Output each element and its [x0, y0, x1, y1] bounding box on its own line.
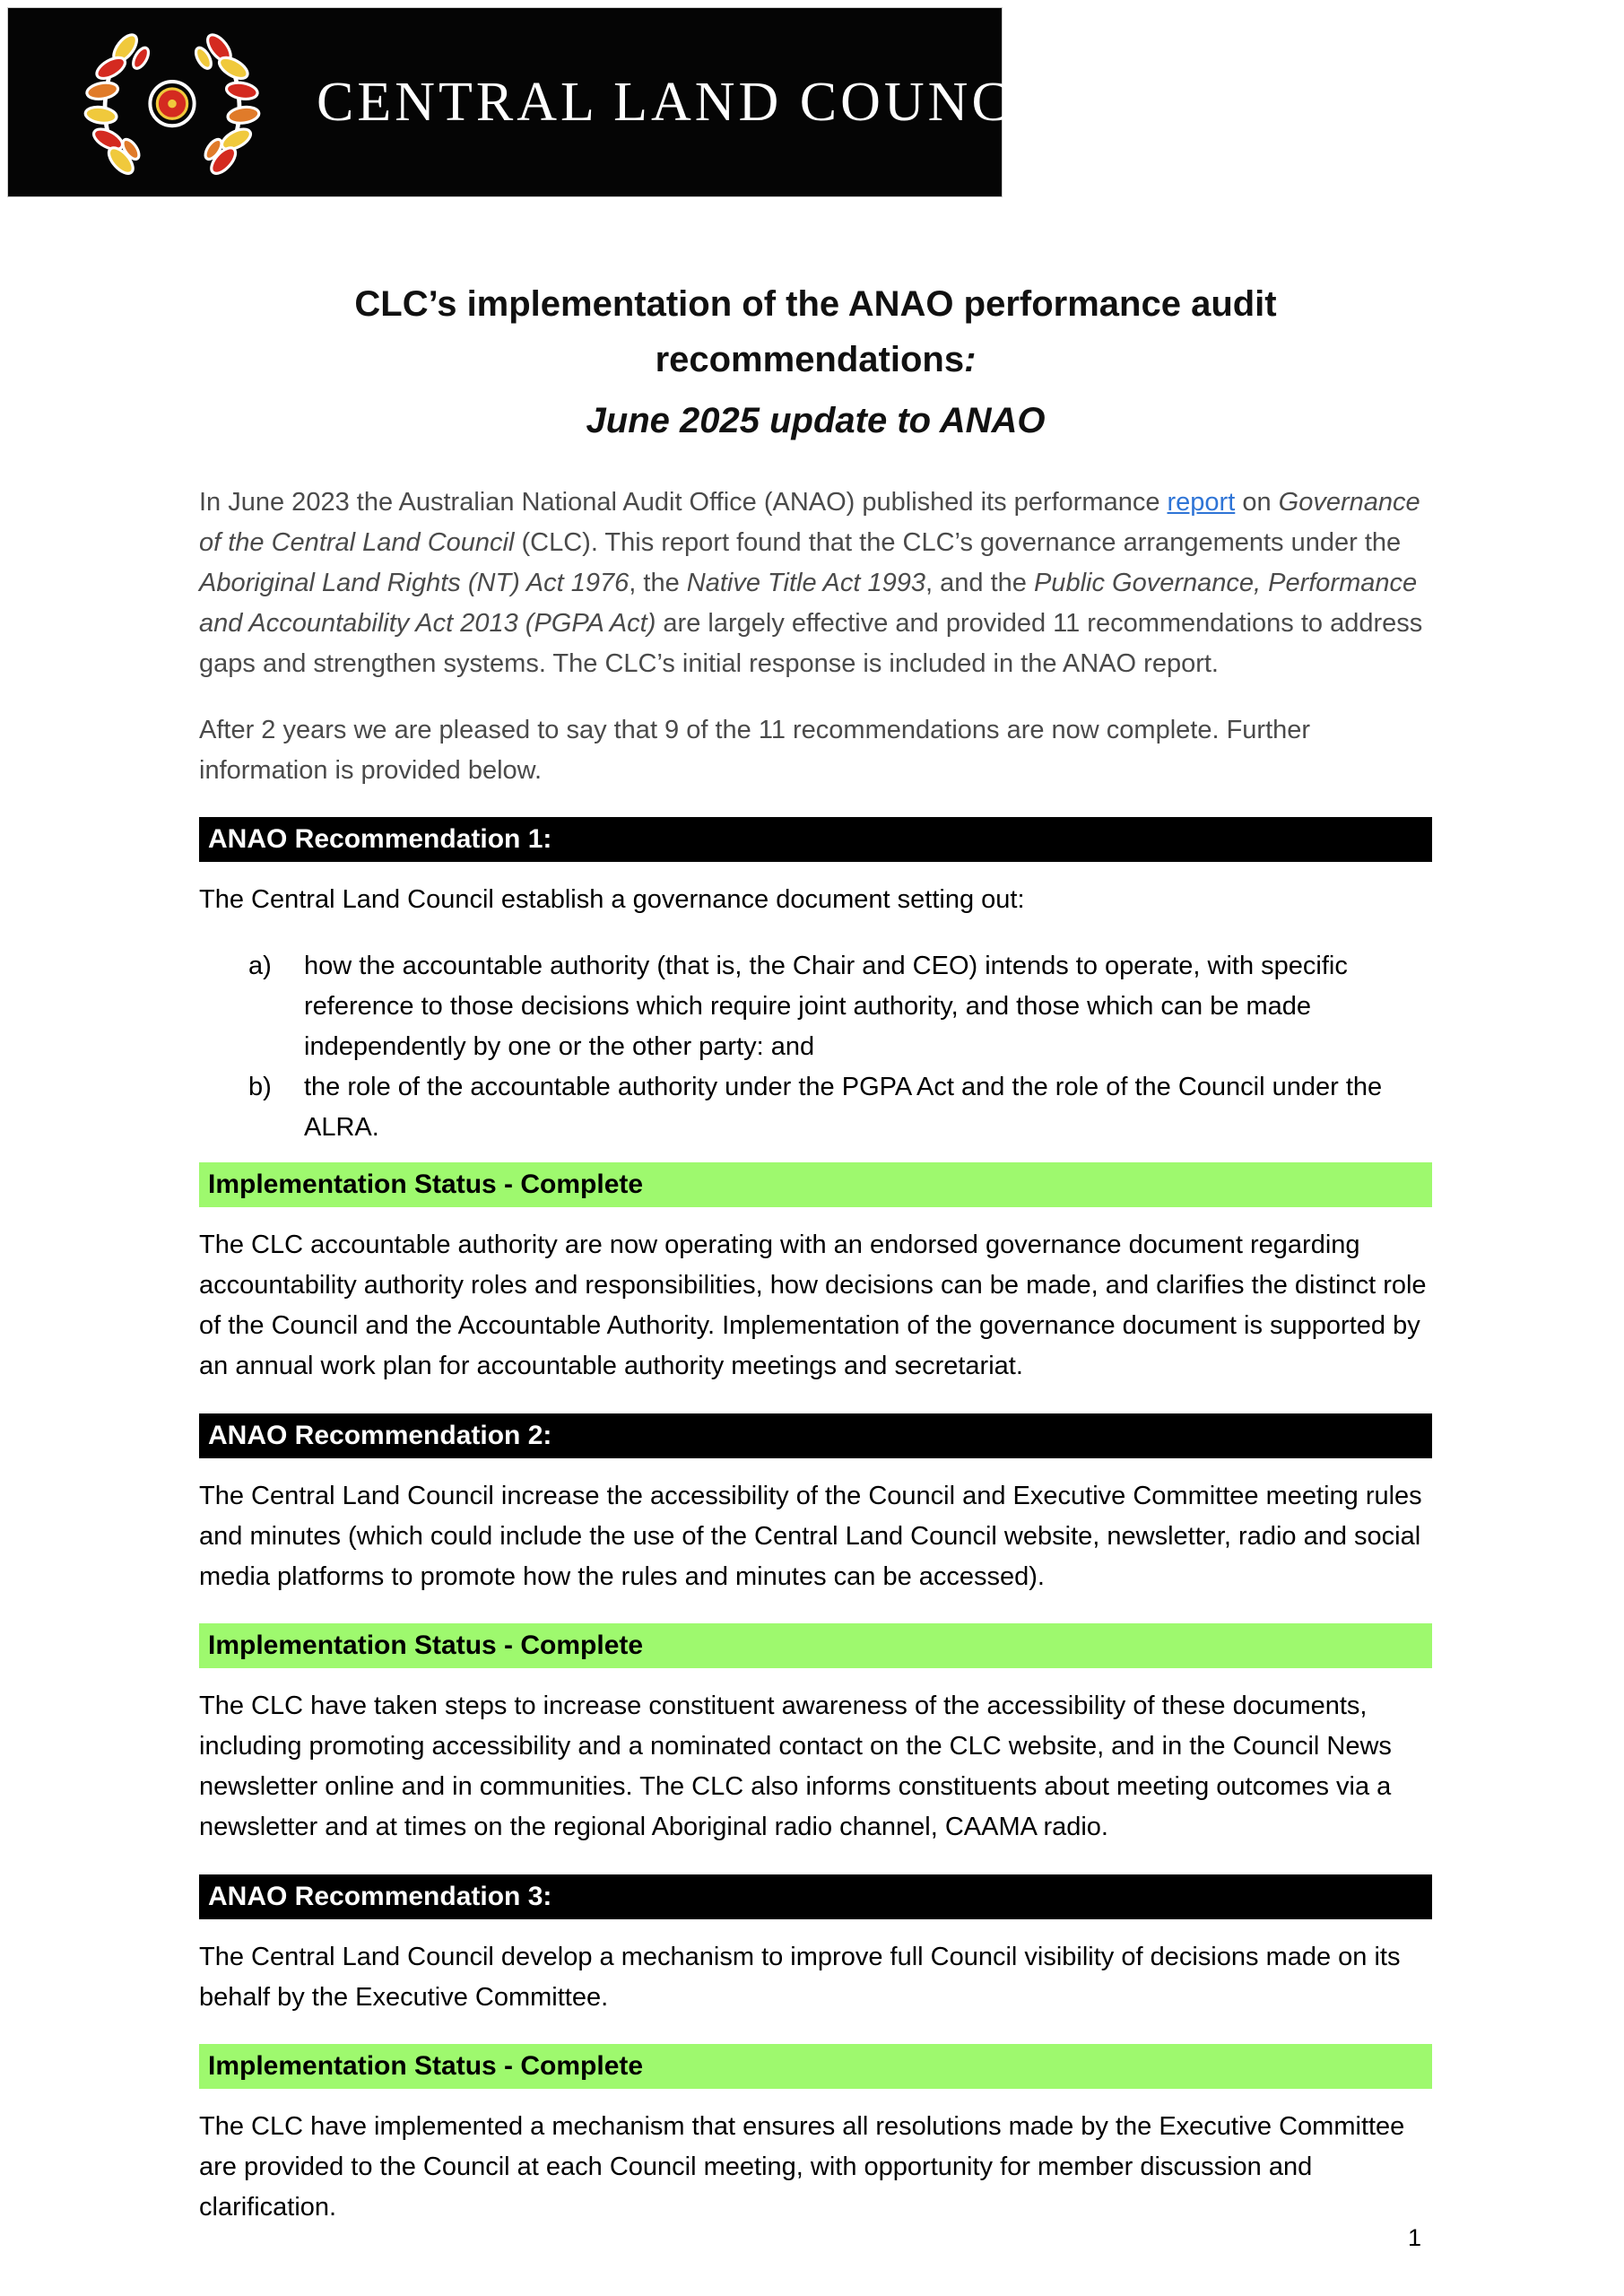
list-item-a: [199, 946, 1432, 1067]
clc-logo-art-icon: [51, 14, 293, 190]
recommendation-2-header-bar: ANAO Recommendation 2:: [199, 1413, 1432, 1458]
title-colon: :: [964, 340, 977, 379]
status-bar-2: Implementation Status - Complete: [199, 1623, 1432, 1668]
response-paragraph-2: The CLC have taken steps to increase constituent awareness of the accessibility of these documents, including promoting accessibility and a nominated contact on the CLC website, and in the Council News newsletter online and in communities. The CLC also informs constituents about meeting outcomes via a newsletter and at times on the regional Aboriginal radio channel, CAAMA radio.: [199, 1692, 1392, 1841]
report-link[interactable]: report: [1167, 488, 1236, 517]
document-title: CLC’s implementation of the ANAO performance audit recommendations:: [354, 284, 1277, 379]
header-banner: [7, 7, 1073, 197]
recommendation-1-list: [199, 946, 1432, 1148]
list-marker-b: b): [248, 1073, 272, 1101]
status-bar-3: Implementation Status - Complete: [199, 2044, 1432, 2089]
response-paragraph-3: The CLC have implemented a mechanism that ensures all resolutions made by the Executive Committee are provided to the Council at each Council meeting, with opportunity for member discussion and clarification.: [199, 2112, 1405, 2222]
recommendation-2-body: The Central Land Council increase the accessibility of the Council and Executive Committee meeting rules and minutes (which could include the use of the Central Land Council website, newsletter, radio and social media platforms to promote how the rules and minutes can be accessed).: [199, 1482, 1422, 1591]
recommendation-1-intro: The Central Land Council establish a governance document setting out:: [199, 885, 1025, 914]
document-body: [199, 276, 1432, 2254]
list-item-b: [199, 1067, 1432, 1148]
recommendation-3-body: The Central Land Council develop a mechanism to improve full Council visibility of decisions made on its behalf by the Executive Committee.: [199, 1943, 1401, 2012]
recommendation-1-header-bar: ANAO Recommendation 1:: [199, 817, 1432, 862]
brand-text: CENTRAL LAND COUNCIL: [317, 71, 1073, 133]
list-marker-a: a): [248, 952, 272, 980]
intro-paragraph-1: In June 2023 the Australian National Audit Office (ANAO) published its performance report on Governance of the Central Land Council (CLC). This report found that the CLC’s governance arrangements under the Aboriginal Land Rights (NT) Act 1976, the Native Title Act 1993, and the Public Governance, Performance and Accountability Act 2013 (PGPA Act) are largely effective and provided 11 recommendations to address gaps and strengthen systems. The CLC’s initial response is included in the ANAO report.: [199, 488, 1423, 678]
intro-paragraph-2: After 2 years we are pleased to say that 9 of the 11 recommendations are now complete. Further information is provided below.: [199, 716, 1311, 785]
status-bar-1: Implementation Status - Complete: [199, 1162, 1432, 1207]
page-number: 1: [1408, 2224, 1422, 2251]
response-paragraph-1: The CLC accountable authority are now operating with an endorsed governance document regarding accountability authority roles and responsibilities, how decisions can be made, and clarifies the distinct role of the Council and the Accountable Authority. Implementation of the governance document is supported by an annual work plan for accountable authority meetings and secretariat.: [199, 1231, 1427, 1380]
recommendation-3-header-bar: ANAO Recommendation 3:: [199, 1874, 1432, 1919]
list-text-b: the role of the accountable authority under the PGPA Act and the role of the Council under the ALRA.: [304, 1073, 1383, 1142]
list-text-a: how the accountable authority (that is, the Chair and CEO) intends to operate, with specific reference to those decisions which require joint authority, and those which can be made independently by one or the other party: and: [304, 952, 1348, 1061]
document-subtitle: June 2025 update to ANAO: [586, 401, 1046, 440]
